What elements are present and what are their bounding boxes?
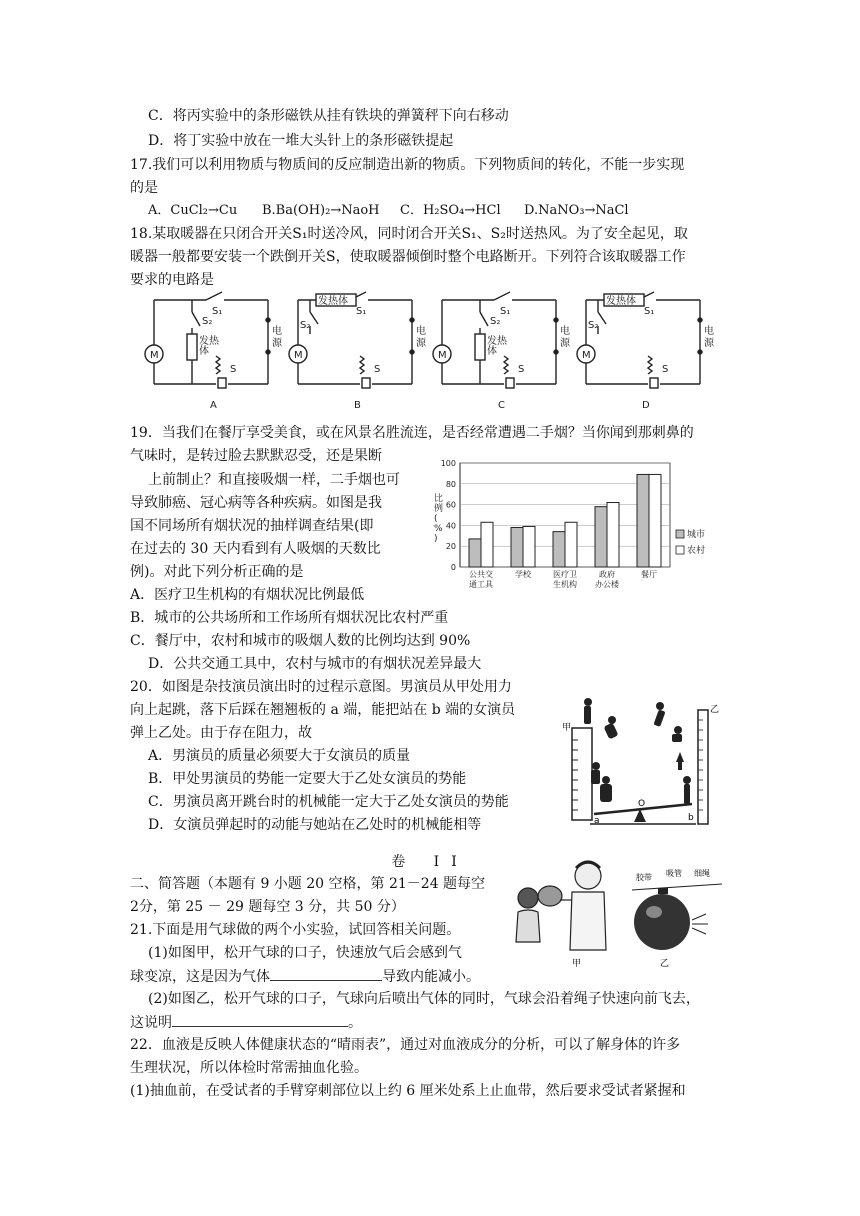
circuit-label-D: D xyxy=(642,400,650,411)
q19-stem-1: 19．当我们在餐厅享受美食，或在风景名胜流连，是否经常遭遇二手烟？当你闻到那刺鼻的 xyxy=(130,425,694,441)
q21-part-2c: 。 xyxy=(348,1015,362,1031)
bar-城市-3 xyxy=(595,507,607,567)
q17-option-c: C．H₂SO₄→HCl xyxy=(400,203,501,218)
q17-option-d: D.NaNO₃→NaCl xyxy=(524,203,629,218)
q22-stem-3: (1)抽血前，在受试者的手臂穿刺部位以上约 6 厘米处系上止血带，然后要求受试者紧握和 xyxy=(130,1083,686,1099)
y-tick-label: 80 xyxy=(445,479,456,489)
q22-stem-1: 22．血液是反映人体健康状态的“晴雨表”，通过对血液成分的分析，可以了解身体的许多 xyxy=(130,1037,681,1053)
svg-text:电: 电 xyxy=(704,326,714,337)
y-tick-label: 60 xyxy=(445,500,456,510)
svg-text:体: 体 xyxy=(199,346,209,357)
legend-label-城市: 城市 xyxy=(687,530,706,540)
q20-label-o: O xyxy=(638,799,646,809)
q20-stem-3: 弹上乙处。由于存在阻力，故 xyxy=(130,725,312,741)
q19-option-a: A．医疗卫生机构的有烟状况比例最低 xyxy=(130,587,365,603)
legend-swatch-城市 xyxy=(676,530,684,538)
svg-text:发热体: 发热体 xyxy=(318,296,348,307)
svg-text:体: 体 xyxy=(487,346,497,357)
q18-stem-2: 暖器一般都要安装一个跌倒开关S，使取暖器倾倒时整个电路断开。下列符合该取暖器工作 xyxy=(130,249,686,265)
x-tick-label: 学校 xyxy=(515,570,531,579)
q20-stem-2: 向上起跳，落下后踩在翘翘板的 a 端，能把站在 b 端的女演员 xyxy=(130,702,516,718)
q19-stem-6: 在过去的 30 天内看到有人吸烟的天数比 xyxy=(130,541,381,557)
svg-text:S₁: S₁ xyxy=(644,306,655,317)
svg-text:M: M xyxy=(150,350,159,361)
bar-城市-2 xyxy=(553,532,565,567)
svg-text:S₁: S₁ xyxy=(500,306,511,317)
svg-text:S₂: S₂ xyxy=(490,316,501,327)
bar-农村-3 xyxy=(607,503,619,567)
q20-option-c: C．男演员离开跳台时的机械能一定大于乙处女演员的势能 xyxy=(148,794,509,810)
q18-stem-3: 要求的电路是 xyxy=(130,272,214,288)
q21-part-2b: 这说明 xyxy=(130,1015,172,1031)
q21-part-2 xyxy=(130,1012,362,1033)
q19-option-b: B．城市的公共场所和工作场所有烟状况比农村严重 xyxy=(130,610,449,626)
y-tick-label: 100 xyxy=(440,459,456,468)
q21-answer-blank-1[interactable] xyxy=(270,966,382,981)
svg-text:源: 源 xyxy=(416,338,426,349)
q19-option-c: C．餐厅中，农村和城市的吸烟人数的比例均达到 90% xyxy=(130,633,471,649)
legend-swatch-农村 xyxy=(676,546,684,554)
svg-text:发热体: 发热体 xyxy=(606,296,636,307)
svg-text:S₂: S₂ xyxy=(300,320,311,331)
q21-fig-label-tape: 胶带 xyxy=(636,873,652,882)
svg-text:电: 电 xyxy=(272,326,282,337)
q17-option-a: A．CuCl₂→Cu xyxy=(148,203,238,218)
section-2-title: 卷 II xyxy=(391,854,469,870)
bar-农村-0 xyxy=(481,522,493,567)
q20-stem-1: 20．如图是杂技演员演出时的过程示意图。男演员从甲处用力 xyxy=(130,679,512,695)
q16-option-d: D．将丁实验中放在一堆大头针上的条形磁铁提起 xyxy=(148,133,454,149)
q17-option-b: B.Ba(OH)₂→NaoH xyxy=(262,203,380,218)
q20-label-a: a xyxy=(594,816,600,826)
q18-circuit-figures xyxy=(146,290,712,414)
bar-城市-0 xyxy=(469,539,481,567)
q20-acrobat-figure xyxy=(560,690,720,830)
circuit-label-B: B xyxy=(354,400,361,411)
q19-stem-4: 导致肺癌、冠心病等各种疾病。如图是我 xyxy=(130,495,382,511)
svg-text:电: 电 xyxy=(560,326,570,337)
acrobat-silhouettes xyxy=(584,698,691,804)
q21-fig-label-rope: 细绳 xyxy=(694,869,710,878)
q19-stem-3: 上前制止？和直接吸烟一样，二手烟也可 xyxy=(148,472,400,488)
bar-城市-1 xyxy=(511,527,523,567)
svg-text:电: 电 xyxy=(416,326,426,337)
q20-option-d: D．女演员弹起时的动能与她站在乙处时的机械能相等 xyxy=(148,817,482,833)
x-tick-label: 餐厅 xyxy=(641,570,657,579)
svg-text:发热: 发热 xyxy=(199,336,219,347)
q21-answer-blank-2[interactable] xyxy=(172,1012,348,1027)
q19-stem-7: 例)。对此下列分析正确的是 xyxy=(130,564,304,580)
x-tick-label: 政府 xyxy=(599,570,615,579)
q19-bar-chart xyxy=(420,455,730,595)
y-axis-label: 比例( % ) xyxy=(434,494,444,544)
q21-fig-label-yi: 乙 xyxy=(660,959,670,969)
q17-stem-2: 的是 xyxy=(130,180,158,196)
y-tick-label: 0 xyxy=(450,563,456,572)
svg-text:S₂: S₂ xyxy=(202,316,213,327)
svg-text:源: 源 xyxy=(560,338,570,349)
q20-label-yi: 乙 xyxy=(710,705,720,715)
svg-text:S₂: S₂ xyxy=(588,320,599,331)
q16-option-c: C．将丙实验中的条形磁铁从挂有铁块的弹簧秤下向右移动 xyxy=(148,108,509,124)
svg-text:S₁: S₁ xyxy=(356,306,367,317)
section-2-head-1: 二、简答题（本题有 9 小题 20 空格，第 21－24 题每空 xyxy=(130,876,486,892)
x-tick-label: 公共交 xyxy=(469,570,493,579)
svg-text:M: M xyxy=(582,350,591,361)
q21-balloon-figures xyxy=(510,850,730,978)
svg-text:S: S xyxy=(374,364,381,375)
svg-text:M: M xyxy=(438,350,447,361)
bar-农村-2 xyxy=(565,522,577,567)
x-tick-label: 办公楼 xyxy=(595,580,619,589)
q21-part-1 xyxy=(130,966,480,987)
q21-part-2a: (2)如图乙，松开气球的口子，气球向后喷出气体的同时，气球会沿着绳子快速向前飞去， xyxy=(148,991,700,1007)
q21-fig-label-straw: 吸管 xyxy=(666,869,682,878)
bar-农村-4 xyxy=(649,474,661,567)
x-tick-label: 通工具 xyxy=(469,580,493,589)
circuit-label-A: A xyxy=(210,400,217,411)
q19-option-d: D．公共交通工具中，农村与城市的有烟状况差异最大 xyxy=(148,656,482,672)
q19-stem-5: 国不同场所有烟状况的抽样调查结果(即 xyxy=(130,518,374,534)
svg-text:M: M xyxy=(294,350,303,361)
svg-text:S: S xyxy=(230,364,237,375)
svg-text:源: 源 xyxy=(704,338,714,349)
q17-stem-1: 17.我们可以利用物质与物质间的反应制造出新的物质。下列物质间的转化，不能一步实现 xyxy=(130,157,685,173)
section-2-head-2: 2分，第 25 － 29 题每空 3 分，共 50 分） xyxy=(130,899,405,915)
bar-城市-4 xyxy=(637,474,649,567)
q21-stem: 21.下面是用气球做的两个小实验，试回答相关问题。 xyxy=(130,922,461,938)
y-tick-label: 40 xyxy=(445,521,456,531)
q20-label-jia: 甲 xyxy=(562,723,572,733)
svg-text:S₁: S₁ xyxy=(212,306,223,317)
q20-option-a: A．男演员的质量必须要大于女演员的质量 xyxy=(148,748,411,764)
y-tick-label: 20 xyxy=(445,542,456,552)
x-tick-label: 生机构 xyxy=(553,580,577,589)
x-tick-label: 医疗卫 xyxy=(553,570,577,579)
circuit-label-C: C xyxy=(498,400,505,411)
q21-fig-label-jia: 甲 xyxy=(572,959,582,969)
svg-text:发热: 发热 xyxy=(487,336,507,347)
svg-text:S: S xyxy=(518,364,525,375)
circuit-B xyxy=(289,292,427,411)
legend-label-农村: 农村 xyxy=(687,546,706,556)
q20-option-b: B．甲处男演员的势能一定要大于乙处女演员的势能 xyxy=(148,771,467,787)
q18-stem-1: 18.某取暖器在只闭合开关S₁时送冷风，同时闭合开关S₁、S₂时送热风。为了安全起见，取 xyxy=(130,226,688,242)
q20-label-b: b xyxy=(688,813,694,823)
circuit-D xyxy=(577,292,715,411)
q21-part-1c: 导致内能减小。 xyxy=(382,969,480,985)
q19-stem-2: 气味时，是转过脸去默默忍受，还是果断 xyxy=(130,448,382,464)
circuit-A xyxy=(145,292,283,411)
q22-stem-2: 生理状况，所以体检时常需抽血化验。 xyxy=(130,1060,368,1076)
svg-text:S: S xyxy=(662,364,669,375)
q21-part-1b: 球变凉，这是因为气体 xyxy=(130,969,270,985)
svg-text:源: 源 xyxy=(272,338,282,349)
q21-part-1a: (1)如图甲，松开气球的口子，快速放气后会感到气 xyxy=(148,945,462,961)
circuit-C xyxy=(433,292,571,411)
bar-农村-1 xyxy=(523,526,535,567)
